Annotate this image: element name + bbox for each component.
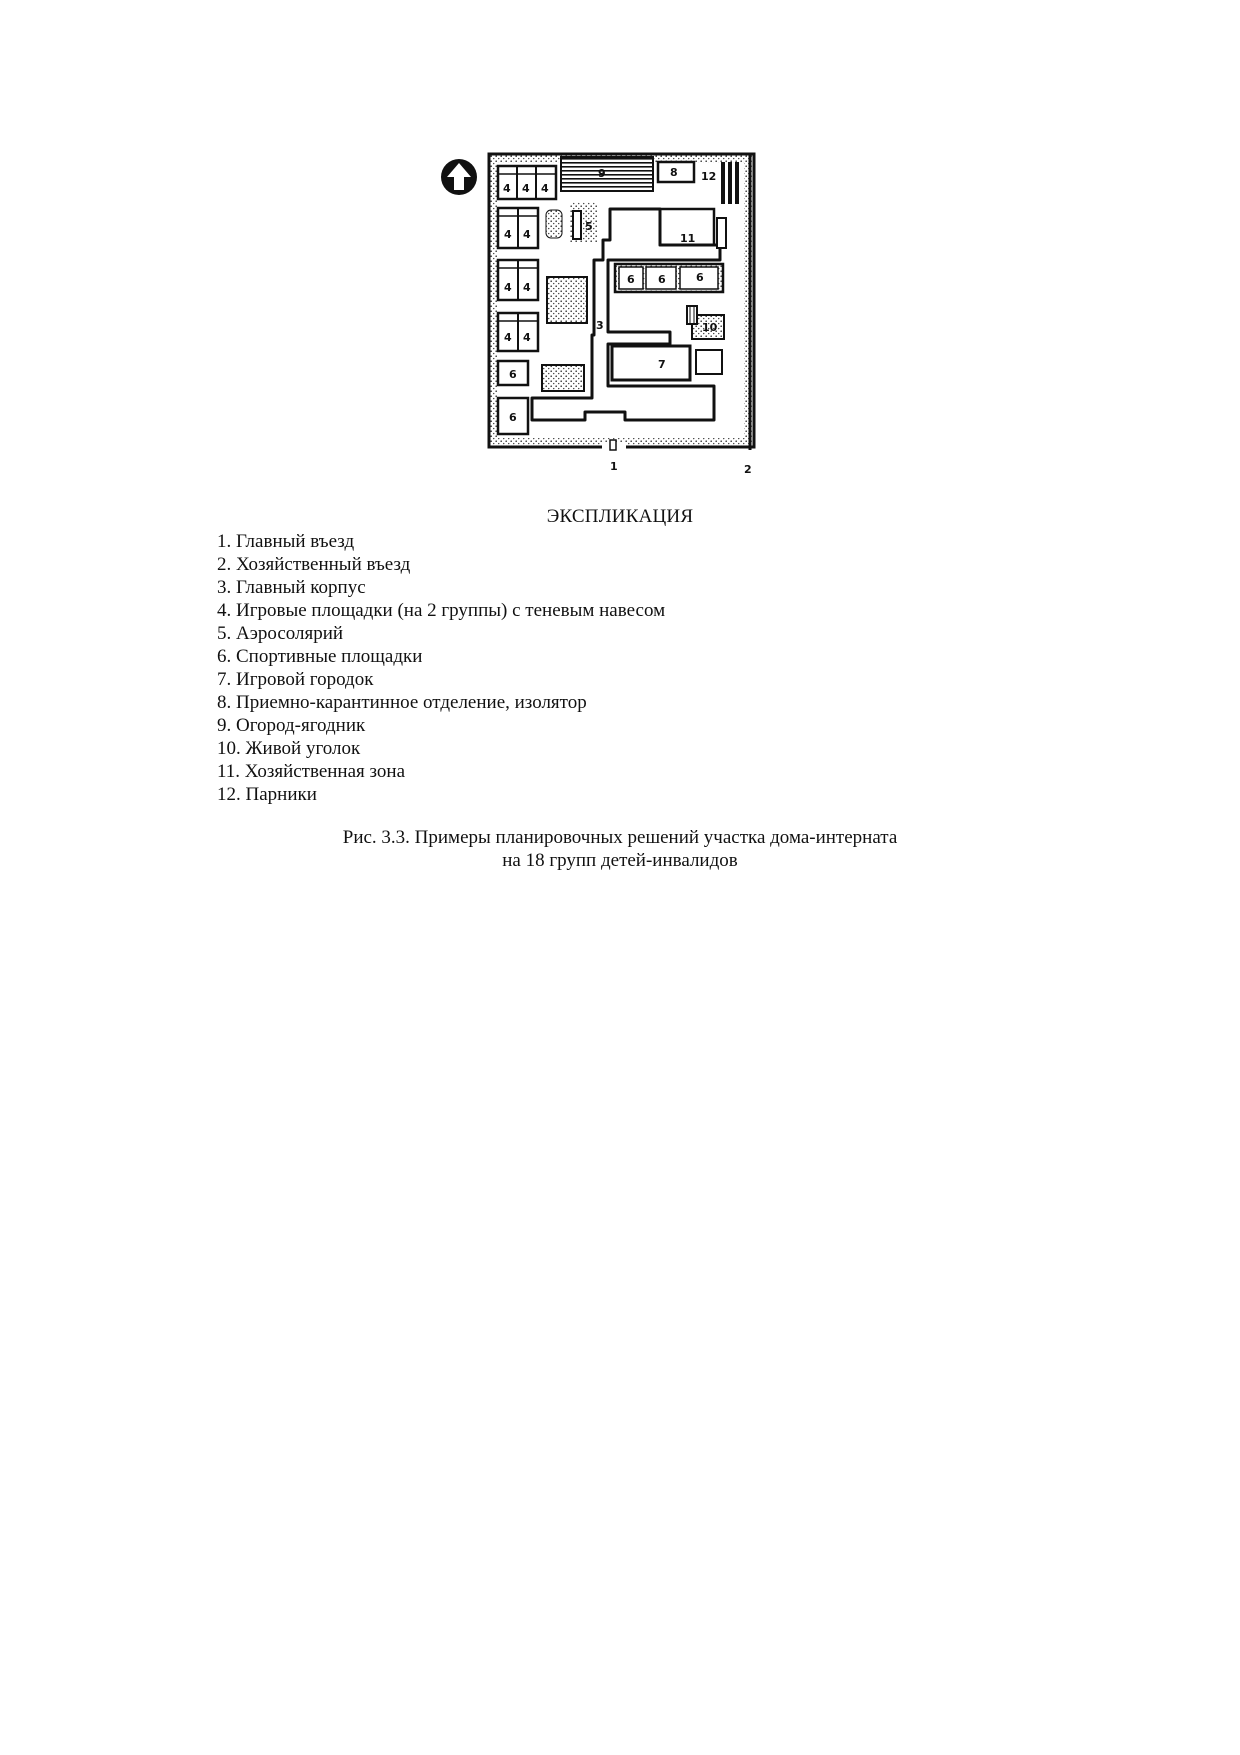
list-item: 8. Приемно-карантинное отделение, изолятор (217, 692, 587, 713)
list-item: 2. Хозяйственный въезд (217, 554, 411, 575)
plan-label-4: 4 (523, 281, 531, 294)
plan-label-9: 9 (598, 167, 606, 180)
list-item: 9. Огород-ягодник (217, 715, 366, 736)
list-item: 6. Спортивные площадки (217, 646, 423, 667)
plan-label-11: 11 (680, 232, 696, 245)
plan-label-7: 7 (658, 358, 666, 371)
plan-label-4: 4 (504, 228, 512, 241)
plan-label-6: 6 (658, 273, 666, 286)
plan-label-10: 10 (702, 321, 718, 334)
plan-label-4: 4 (504, 331, 512, 344)
explication-list (217, 530, 665, 806)
list-item: 7. Игровой городок (217, 669, 374, 690)
site-plan-figure (430, 150, 770, 485)
plan-label-5: 5 (585, 220, 593, 233)
list-item: 4. Игровые площадки (на 2 группы) с теневым навесом (217, 600, 666, 621)
zone-7-play-town (612, 346, 722, 380)
plan-label-6: 6 (509, 411, 517, 424)
list-item: 5. Аэросолярий (217, 623, 344, 644)
explication-title: ЭКСПЛИКАЦИЯ (546, 506, 694, 527)
plan-label-4: 4 (504, 281, 512, 294)
zone-5-aerosolarium (573, 211, 581, 239)
plan-label-3: 3 (596, 319, 604, 332)
plan-label-12: 12 (701, 170, 717, 183)
figure-caption-line-1: Рис. 3.3. Примеры планировочных решений участка дома-интерната (342, 827, 898, 848)
plan-label-4: 4 (503, 182, 511, 195)
plan-label-6: 6 (509, 368, 517, 381)
plan-label-6: 6 (696, 271, 704, 284)
plan-label-4: 4 (523, 331, 531, 344)
list-item: 3. Главный корпус (217, 577, 366, 598)
figure-caption (0, 826, 1240, 872)
plan-label-4: 4 (522, 182, 530, 195)
figure-caption-line-2: на 18 групп детей-инвалидов (502, 850, 738, 871)
zone-9-garden (561, 157, 653, 191)
plan-label-8: 8 (670, 166, 678, 179)
plan-label-4: 4 (541, 182, 549, 195)
list-item: 10. Живой уголок (217, 738, 361, 759)
north-arrow-icon (441, 159, 477, 195)
plan-label-1: 1 (610, 460, 618, 473)
zone-10-living-corner (687, 306, 697, 324)
plan-label-2: 2 (744, 463, 752, 476)
list-item: 11. Хозяйственная зона (217, 761, 406, 782)
plan-label-4: 4 (523, 228, 531, 241)
list-item: 1. Главный въезд (217, 531, 355, 552)
list-item: 12. Парники (217, 784, 317, 805)
zone-12-greenhouses (721, 162, 739, 204)
plan-label-6: 6 (627, 273, 635, 286)
